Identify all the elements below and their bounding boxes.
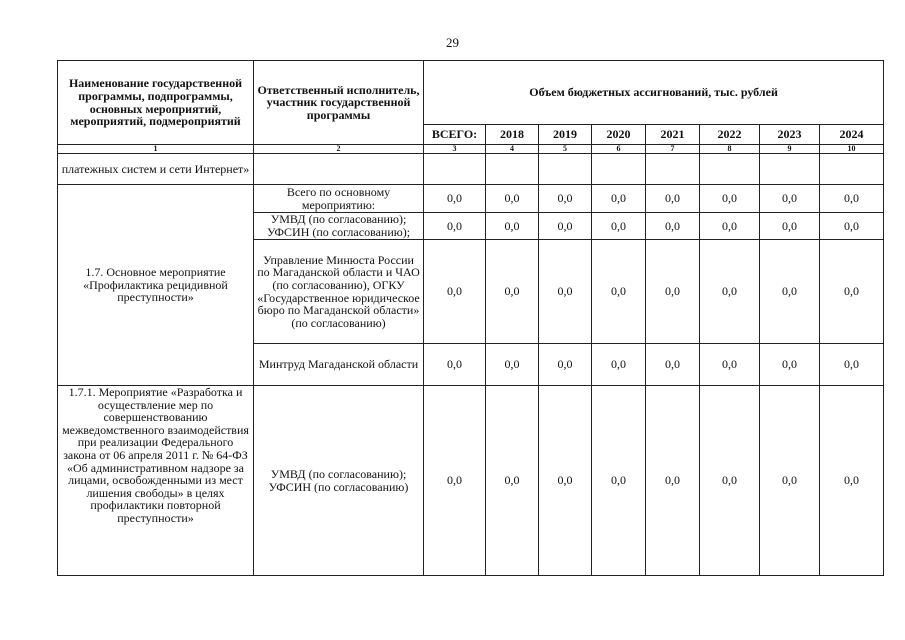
header-name: Наименование государственной программы, подпрограммы, основных мероприятий, мероприятий, подмероприятий (58, 61, 254, 145)
column-number: 1 (58, 145, 254, 154)
row-name: 1.7. Основное мероприятие «Профилактика рецидивной преступности» (58, 185, 254, 386)
value-cell: 0,0 (486, 344, 539, 386)
row-executor: УМВД (по согласованию); УФСИН (по согласованию); (254, 213, 424, 240)
column-number: 4 (486, 145, 539, 154)
value-cell: 0,0 (424, 213, 486, 240)
value-cell: 0,0 (486, 185, 539, 213)
header-year: 2020 (592, 125, 646, 145)
value-cell: 0,0 (820, 213, 884, 240)
row-name: 1.7.1. Мероприятие «Разработка и осуществление мер по совершенствованию межведомственного взаимодействия при реализации Федерального закона от 06 апреля 2011 г. № 64-ФЗ «Об административном надзоре за лицами, освобожденными из мест лишения свободы» в целях профилактики повторной преступности» (58, 386, 254, 576)
row-executor: Минтруд Магаданской области (254, 344, 424, 386)
value-cell: 0,0 (646, 185, 700, 213)
table-row (58, 154, 884, 185)
value-cell: 0,0 (539, 185, 592, 213)
value-cell: 0,0 (700, 213, 760, 240)
value-cell: 0,0 (820, 240, 884, 344)
header-year: 2019 (539, 125, 592, 145)
value-cell: 0,0 (646, 344, 700, 386)
value-cell: 0,0 (592, 240, 646, 344)
value-cell: 0,0 (486, 240, 539, 344)
value-cell: 0,0 (646, 386, 700, 576)
page-number: 29 (446, 35, 459, 50)
value-cell: 0,0 (760, 185, 820, 213)
value-cell: 0,0 (820, 386, 884, 576)
value-cell: 0,0 (700, 386, 760, 576)
header-year: 2022 (700, 125, 760, 145)
header-year: 2021 (646, 125, 700, 145)
value-cell: 0,0 (424, 386, 486, 576)
budget-table (57, 60, 884, 576)
value-cell (760, 154, 820, 185)
value-cell (820, 154, 884, 185)
value-cell: 0,0 (760, 213, 820, 240)
header-total: ВСЕГО: (424, 125, 486, 145)
header-row (58, 61, 884, 125)
header-budget: Объем бюджетных ассигнований, тыс. рублей (424, 61, 884, 125)
header-year: 2018 (486, 125, 539, 145)
column-number: 2 (254, 145, 424, 154)
row-executor: УМВД (по согласованию); УФСИН (по согласованию) (254, 386, 424, 576)
column-number: 5 (539, 145, 592, 154)
value-cell: 0,0 (539, 344, 592, 386)
value-cell (486, 154, 539, 185)
table-row (58, 185, 884, 213)
value-cell: 0,0 (700, 185, 760, 213)
value-cell: 0,0 (700, 240, 760, 344)
value-cell (539, 154, 592, 185)
value-cell (700, 154, 760, 185)
value-cell: 0,0 (760, 240, 820, 344)
column-number: 10 (820, 145, 884, 154)
value-cell: 0,0 (424, 344, 486, 386)
value-cell: 0,0 (592, 344, 646, 386)
row-executor: Всего по основному мероприятию: (254, 185, 424, 213)
value-cell (592, 154, 646, 185)
value-cell: 0,0 (820, 185, 884, 213)
column-number: 7 (646, 145, 700, 154)
value-cell: 0,0 (424, 240, 486, 344)
column-number: 6 (592, 145, 646, 154)
row-executor (254, 154, 424, 185)
value-cell: 0,0 (760, 344, 820, 386)
value-cell: 0,0 (700, 344, 760, 386)
value-cell: 0,0 (486, 386, 539, 576)
table-row (58, 386, 884, 576)
value-cell: 0,0 (539, 386, 592, 576)
value-cell: 0,0 (539, 240, 592, 344)
header-year: 2023 (760, 125, 820, 145)
value-cell: 0,0 (424, 185, 486, 213)
value-cell: 0,0 (539, 213, 592, 240)
column-number: 8 (700, 145, 760, 154)
column-number-row (58, 145, 884, 154)
value-cell: 0,0 (592, 213, 646, 240)
value-cell: 0,0 (646, 240, 700, 344)
value-cell (424, 154, 486, 185)
value-cell: 0,0 (592, 386, 646, 576)
row-executor: Управление Минюста России по Магаданской области и ЧАО (по согласованию), ОГКУ «Государственное юридическое бюро по Магаданской области» (по согласованию) (254, 240, 424, 344)
value-cell (646, 154, 700, 185)
value-cell: 0,0 (646, 213, 700, 240)
column-number: 9 (760, 145, 820, 154)
header-executor: Ответственный исполнитель, участник государственной программы (254, 61, 424, 145)
value-cell: 0,0 (820, 344, 884, 386)
column-number: 3 (424, 145, 486, 154)
value-cell: 0,0 (760, 386, 820, 576)
value-cell: 0,0 (486, 213, 539, 240)
header-year: 2024 (820, 125, 884, 145)
row-name: платежных систем и сети Интернет» (58, 154, 254, 185)
value-cell: 0,0 (592, 185, 646, 213)
